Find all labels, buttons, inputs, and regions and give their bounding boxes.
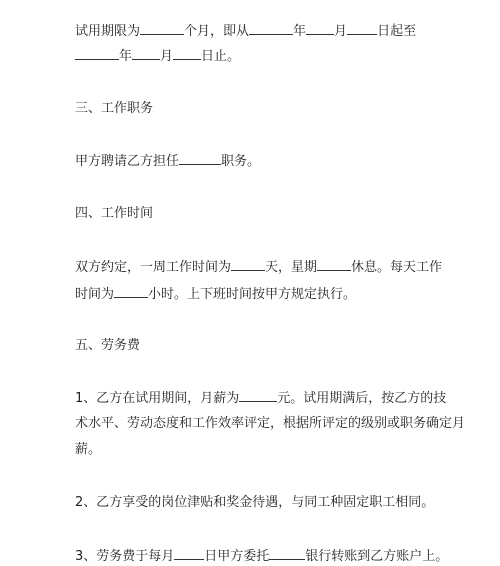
text: 甲方聘请乙方担任 bbox=[75, 154, 180, 169]
text: 休息。每天工作 bbox=[351, 260, 443, 275]
text: 小时。上下班时间按甲方规定执行。 bbox=[148, 287, 357, 302]
blank-field bbox=[231, 258, 265, 271]
text: 1、乙方在试用期间，月薪为 bbox=[75, 391, 240, 406]
blank-field bbox=[173, 47, 201, 60]
blank-field bbox=[179, 152, 221, 165]
text: 日起至 bbox=[377, 24, 417, 39]
text: 职务。 bbox=[221, 154, 261, 169]
section-5-item-1-line-2: 术水平、劳动态度和工作效率评定，根据所评定的级别或职务确定月 bbox=[75, 416, 466, 431]
text: 个月，即从 bbox=[184, 24, 250, 39]
text: 月 bbox=[334, 24, 348, 39]
text: 双方约定，一周工作时间为 bbox=[75, 260, 232, 275]
section-4-heading: 四、工作时间 bbox=[75, 206, 154, 221]
blank-field bbox=[249, 22, 293, 35]
text: 时间为 bbox=[75, 287, 115, 302]
section-5-item-3 bbox=[75, 547, 448, 566]
probation-line-1 bbox=[75, 22, 416, 41]
text: 天，星期 bbox=[265, 260, 318, 275]
blank-field bbox=[347, 22, 377, 35]
blank-field bbox=[132, 47, 160, 60]
text: 3、劳务费于每月 bbox=[75, 549, 175, 564]
blank-field bbox=[239, 389, 277, 402]
probation-line-2 bbox=[75, 47, 240, 66]
text: 元。试用期满后，按乙方的技 bbox=[277, 391, 447, 406]
blank-field bbox=[317, 258, 351, 271]
section-4-line-2 bbox=[75, 285, 356, 304]
section-5-heading: 五、劳务费 bbox=[75, 338, 141, 353]
section-4-line-1 bbox=[75, 258, 442, 277]
blank-field bbox=[140, 22, 184, 35]
section-5-item-2: 2、乙方享受的岗位津贴和奖金待遇，与同工种固定职工相同。 bbox=[75, 495, 435, 510]
text: 年 bbox=[293, 24, 307, 39]
section-3-heading: 三、工作职务 bbox=[75, 101, 154, 116]
section-5-item-1-line-1 bbox=[75, 389, 446, 408]
blank-field bbox=[114, 285, 148, 298]
text: 日甲方委托 bbox=[204, 549, 270, 564]
text: 年 bbox=[119, 49, 133, 64]
section-3-body bbox=[75, 152, 260, 171]
blank-field bbox=[306, 22, 334, 35]
text: 日止。 bbox=[201, 49, 241, 64]
section-5-item-1-line-3: 薪。 bbox=[75, 442, 102, 457]
text: 试用期限为 bbox=[75, 24, 141, 39]
text: 银行转账到乙方账户上。 bbox=[305, 549, 449, 564]
blank-field bbox=[75, 47, 119, 60]
blank-field bbox=[269, 547, 305, 560]
blank-field bbox=[174, 547, 204, 560]
text: 月 bbox=[160, 49, 174, 64]
